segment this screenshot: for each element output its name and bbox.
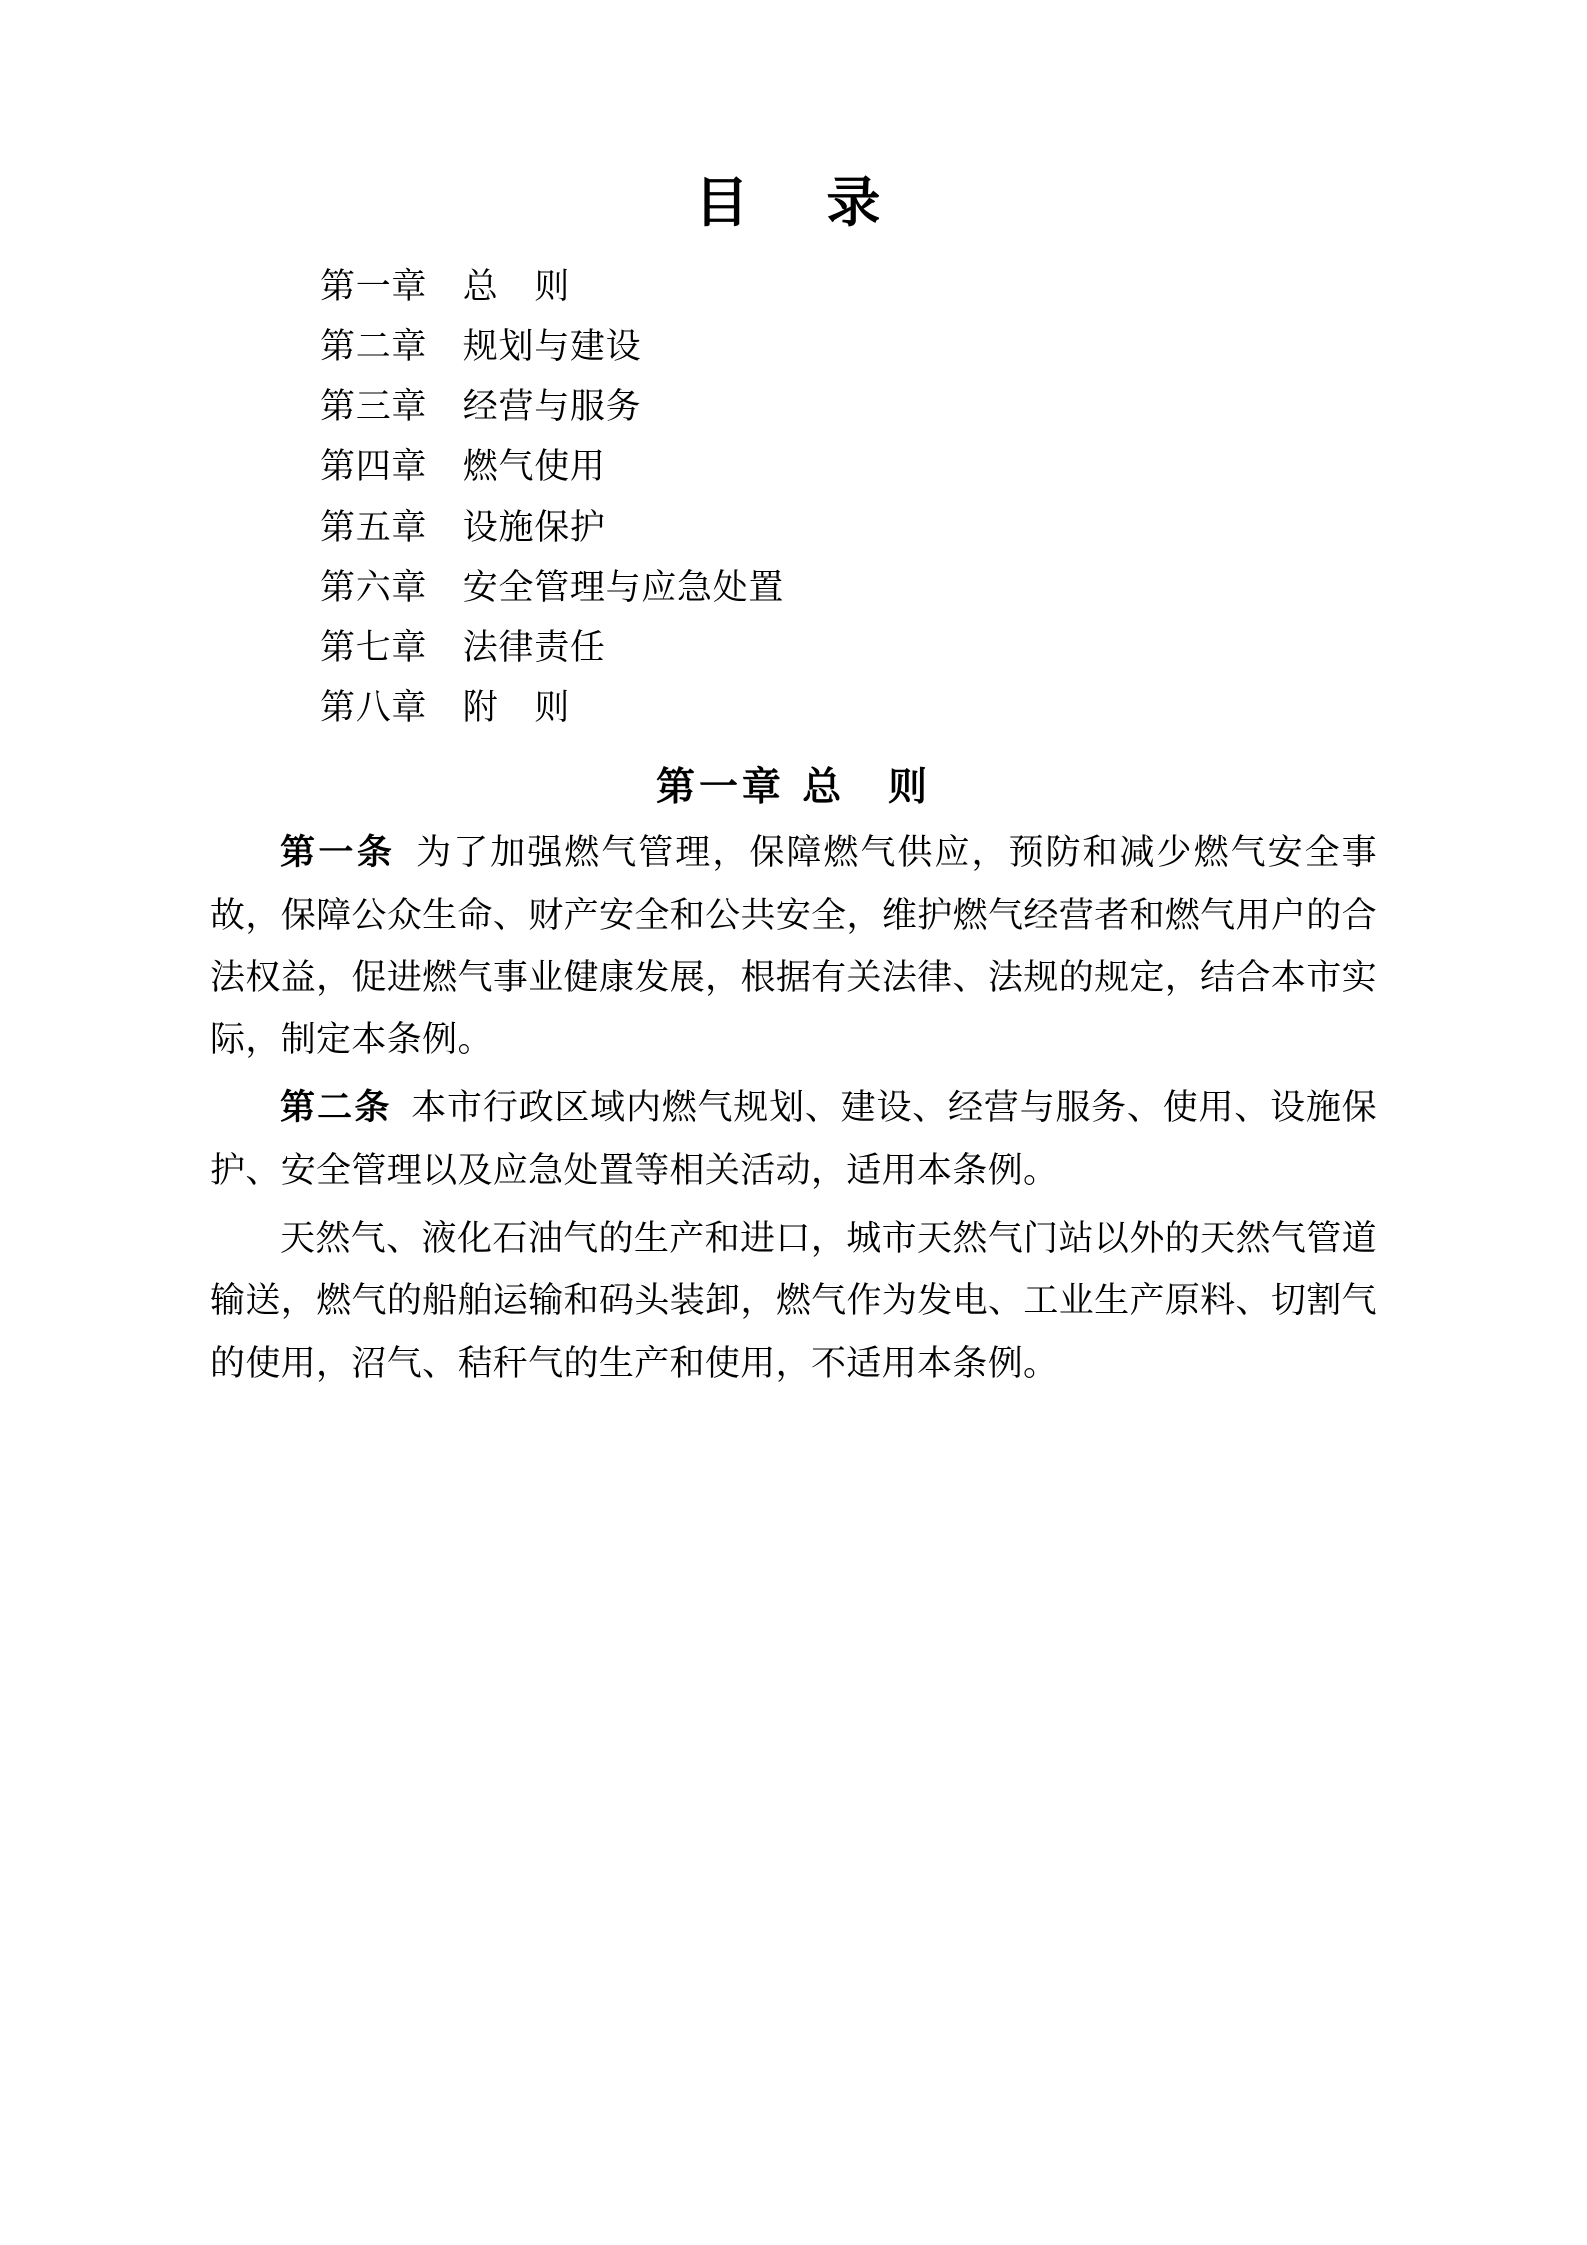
toc-item[interactable]: 第二章 规划与建设: [320, 326, 642, 367]
article-paragraph: [210, 1208, 1377, 1395]
toc-item[interactable]: 第八章 附 则: [320, 688, 570, 729]
article-paragraph: [210, 1077, 1377, 1202]
article-number: 第二条: [280, 1087, 392, 1129]
chapter-heading: 第一章 总 则: [656, 764, 931, 811]
toc-item[interactable]: 第六章 安全管理与应急处置: [320, 567, 785, 608]
toc-item[interactable]: 第五章 设施保护: [320, 507, 606, 548]
article-paragraph: [210, 822, 1377, 1071]
toc-item[interactable]: 第七章 法律责任: [320, 627, 606, 668]
toc-item[interactable]: 第一章 总 则: [320, 266, 570, 307]
table-of-contents: [210, 257, 1377, 739]
article-number: 第一条: [280, 832, 396, 874]
article-text: 本市行政区域内燃气规划、建设、经营与服务、使用、设施保护、安全管理以及应急处置等相关活动，适用本条例。: [210, 1088, 1377, 1191]
article-text: 为了加强燃气管理，保障燃气供应，预防和减少燃气安全事故，保障公众生命、财产安全和公共安全，维护燃气经营者和燃气用户的合法权益，促进燃气事业健康发展，根据有关法律、法规的规定，结合本市实际，制定本条例。: [210, 833, 1377, 1061]
article-text: 天然气、液化石油气的生产和进口，城市天然气门站以外的天然气管道输送，燃气的船舶运输和码头装卸，燃气作为发电、工业生产原料、切割气的使用，沼气、秸秆气的生产和使用，不适用本条例。: [210, 1219, 1377, 1384]
toc-item[interactable]: 第四章 燃气使用: [320, 447, 606, 488]
toc-item[interactable]: 第三章 经营与服务: [320, 387, 642, 428]
page-title: 目 录: [694, 170, 893, 234]
